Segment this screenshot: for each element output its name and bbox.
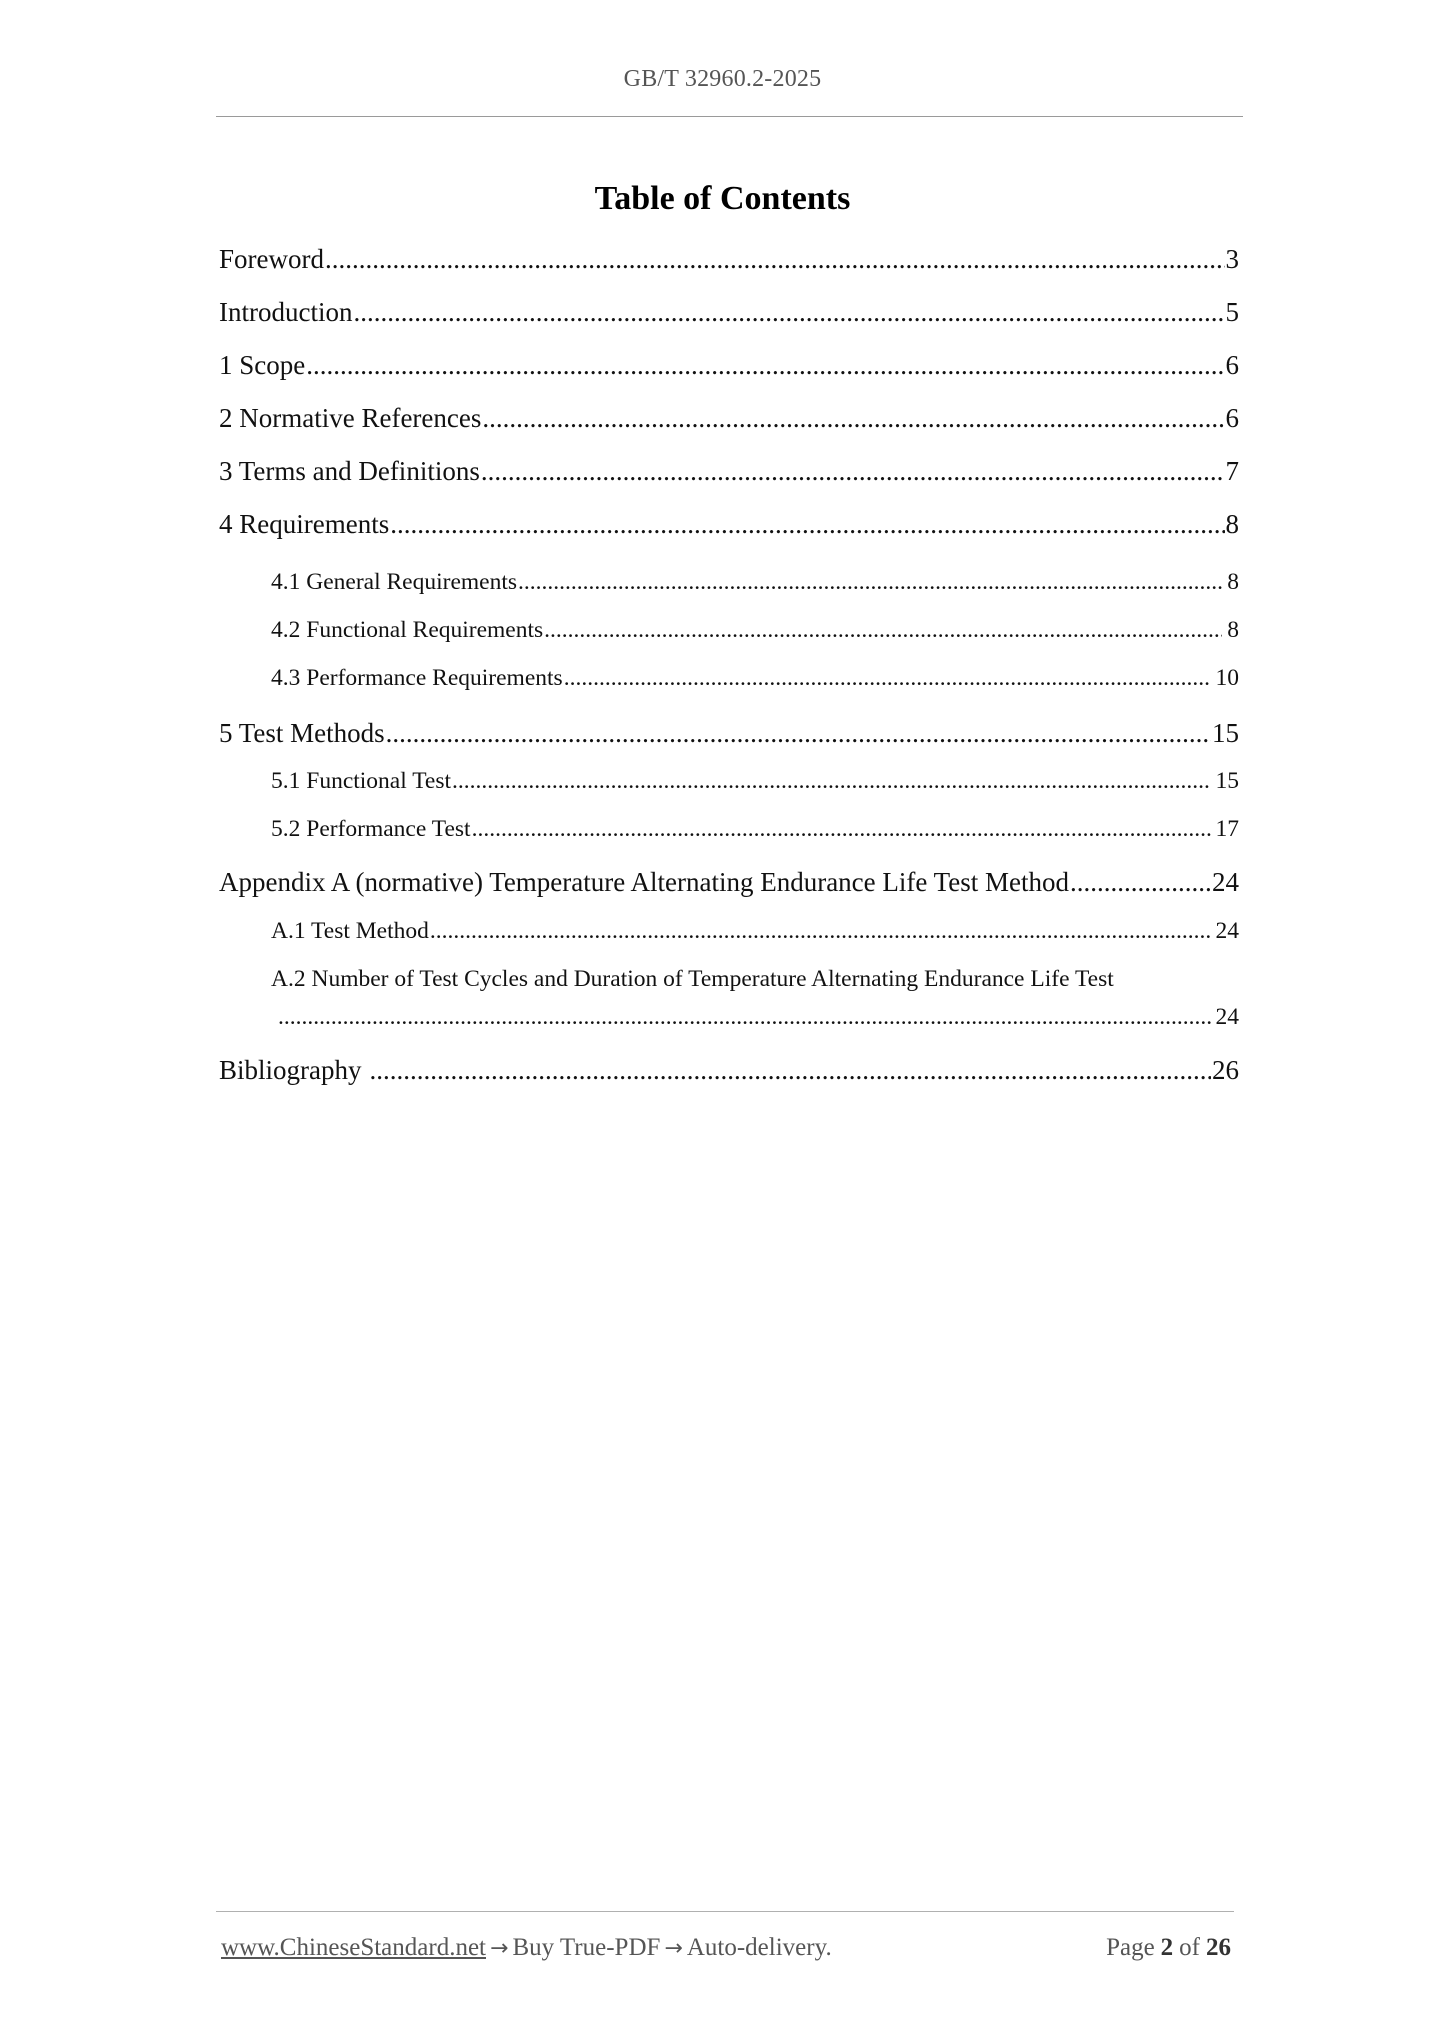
- toc-entry-page: 8: [1227, 569, 1239, 595]
- toc-entry-label: 3 Terms and Definitions: [219, 456, 480, 486]
- toc-entry-test-methods[interactable]: [219, 718, 1239, 749]
- toc-entry-label: Appendix A (normative) Temperature Alternating Endurance Life Test Method: [219, 867, 1069, 897]
- auto-delivery-text: Auto-delivery.: [686, 1934, 832, 1961]
- arrow-right-icon: →: [490, 1936, 509, 1961]
- buy-true-pdf-text: Buy True-PDF: [512, 1934, 661, 1961]
- total-pages-number: 26: [1206, 1934, 1231, 1961]
- toc-entry-page: 3: [1225, 244, 1239, 274]
- toc-entry-label: 5 Test Methods: [219, 718, 385, 748]
- toc-entry-page: 8: [1227, 617, 1239, 643]
- arrow-right-icon: →: [664, 1936, 683, 1961]
- toc-entry-page: 6: [1225, 403, 1239, 433]
- footer-promo: [221, 1934, 832, 1962]
- toc-entry-label: Bibliography: [219, 1055, 362, 1085]
- toc-heading: Table of Contents: [594, 180, 851, 217]
- toc-entry-label: 4.2 Functional Requirements: [271, 617, 544, 643]
- toc-dot-leader: [353, 297, 1224, 328]
- toc-dot-leader: [386, 718, 1211, 749]
- toc-entry-label: Introduction: [219, 297, 353, 327]
- toc-entry-terms-and-definitions[interactable]: [219, 456, 1239, 487]
- toc-entry-introduction[interactable]: [219, 297, 1239, 328]
- toc-entry-page: 8: [1225, 509, 1239, 539]
- toc-entry-label: 5.1 Functional Test: [271, 768, 452, 794]
- toc-entry-general-requirements[interactable]: [271, 569, 1239, 596]
- of-word: of: [1179, 1934, 1200, 1961]
- toc-entry-label: A.1 Test Method: [271, 918, 429, 944]
- toc-dot-leader: [482, 403, 1224, 434]
- toc-entry-functional-test[interactable]: [271, 768, 1239, 795]
- toc-dot-leader: [278, 1004, 1211, 1031]
- toc-dot-leader: [1070, 867, 1211, 898]
- toc-dot-leader: [325, 244, 1225, 275]
- toc-entry-label: 4.1 General Requirements: [271, 569, 518, 595]
- toc-dot-leader: [518, 569, 1222, 596]
- toc-entry-functional-requirements[interactable]: [271, 617, 1239, 644]
- toc-entry-page: 15: [1215, 768, 1239, 794]
- toc-entry-label: A.2 Number of Test Cycles and Duration of Temperature Alternating Endurance Life Test: [271, 966, 1114, 992]
- toc-entry-page: 24: [1215, 1004, 1239, 1030]
- toc-entry-page: 5: [1225, 297, 1239, 327]
- header-divider: [216, 116, 1243, 117]
- toc-entry-label: 5.2 Performance Test: [271, 816, 471, 842]
- toc-entry-page: 24: [1212, 867, 1239, 897]
- toc-entry-appendix-a[interactable]: [219, 867, 1239, 898]
- toc-entry-performance-test[interactable]: [271, 816, 1239, 843]
- toc-entry-requirements[interactable]: [219, 509, 1239, 540]
- toc-dot-leader: [390, 509, 1224, 540]
- page-word: Page: [1106, 1934, 1155, 1961]
- toc-entry-page: 17: [1215, 816, 1239, 842]
- toc-entry-page: 10: [1215, 665, 1239, 691]
- toc-entry-page: 26: [1212, 1055, 1239, 1085]
- toc-entry-label: 4.3 Performance Requirements: [271, 665, 563, 691]
- document-header-title: GB/T 32960.2-2025: [623, 66, 822, 92]
- toc-dot-leader: [306, 350, 1224, 381]
- toc-entry-a2-continuation[interactable]: [277, 1004, 1239, 1031]
- toc-entry-label: 4 Requirements: [219, 509, 390, 539]
- toc-entry-page: 7: [1225, 456, 1239, 486]
- toc-entry-a2-number-of-test-cycles[interactable]: [271, 966, 1243, 993]
- toc-entry-page: 24: [1215, 918, 1239, 944]
- toc-entry-label: 2 Normative References: [219, 403, 482, 433]
- site-link[interactable]: www.ChineseStandard.net: [221, 1934, 486, 1961]
- page-counter: [1106, 1934, 1231, 1962]
- toc-entry-label: 1 Scope: [219, 350, 306, 380]
- toc-entry-bibliography[interactable]: [219, 1055, 1239, 1086]
- current-page-number: 2: [1160, 1934, 1174, 1961]
- footer-divider: [216, 1911, 1234, 1912]
- toc-dot-leader: [544, 617, 1222, 644]
- toc-dot-leader: [472, 816, 1211, 843]
- toc-entry-label: Foreword: [219, 244, 324, 274]
- toc-entry-foreword[interactable]: [219, 244, 1239, 275]
- toc-entry-scope[interactable]: [219, 350, 1239, 381]
- toc-dot-leader: [430, 918, 1211, 945]
- toc-entry-page: 15: [1212, 718, 1239, 748]
- toc-dot-leader: [370, 1055, 1212, 1086]
- toc-entry-a1-test-method[interactable]: [271, 918, 1239, 945]
- toc-entry-page: 6: [1225, 350, 1239, 380]
- toc-entry-normative-references[interactable]: [219, 403, 1239, 434]
- toc-dot-leader: [481, 456, 1225, 487]
- toc-dot-leader: [564, 665, 1211, 692]
- toc-dot-leader: [452, 768, 1210, 795]
- toc-entry-performance-requirements[interactable]: [271, 665, 1239, 692]
